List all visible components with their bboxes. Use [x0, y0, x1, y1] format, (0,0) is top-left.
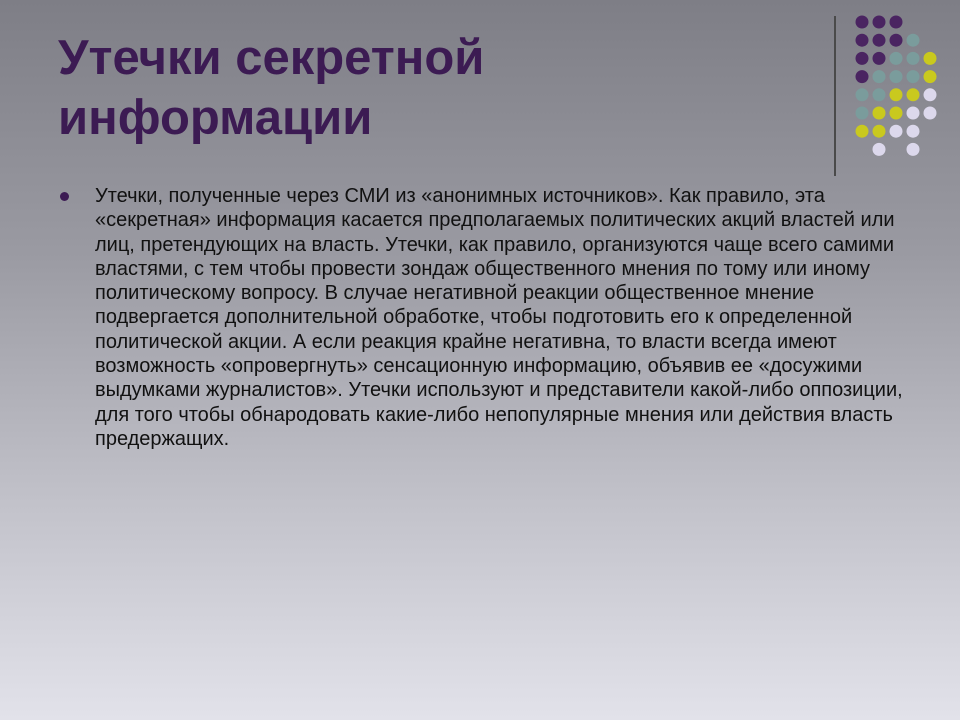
- decorative-dot-grid: [0, 0, 960, 200]
- decorative-dot: [856, 52, 869, 65]
- title-line-1: Утечки секретной: [58, 31, 485, 85]
- decorative-dot: [890, 34, 903, 47]
- decorative-dot: [924, 107, 937, 120]
- decorative-dot: [873, 143, 886, 156]
- decorative-dot: [873, 125, 886, 138]
- decorative-dot: [890, 88, 903, 101]
- decorative-dot: [873, 52, 886, 65]
- decorative-dot: [873, 70, 886, 83]
- decorative-dot: [924, 88, 937, 101]
- decorative-dot: [890, 125, 903, 138]
- decorative-dot: [907, 143, 920, 156]
- decorative-dot: [856, 16, 869, 29]
- title-line-2: информации: [58, 91, 373, 145]
- decorative-dot: [873, 88, 886, 101]
- bullet-item: [58, 184, 908, 451]
- decorative-dot: [890, 70, 903, 83]
- decorative-dot: [856, 34, 869, 47]
- decorative-dot: [856, 125, 869, 138]
- decorative-dot: [907, 88, 920, 101]
- decorative-dot: [890, 16, 903, 29]
- decorative-dot: [873, 16, 886, 29]
- bullet-dot-icon: [60, 192, 69, 201]
- decorative-dot: [890, 107, 903, 120]
- decorative-dot: [890, 52, 903, 65]
- bullet-text: Утечки, полученные через СМИ из «анонимных источников». Как правило, эта «секретная» информация касается предполагаемых политических акций властей или лиц, претендующих на власть. Утечки, как правило, организуются чаще всего самими властями, с тем чтобы провести зондаж общественного мнения по тому или иному политическому вопросу. В случае негативной реакции общественное мнение подвергается дополнительной обработке, чтобы подготовить его к определенной политической акции. А если реакция крайне негативна, то власти всегда имеют возможность «опровергнуть» сенсационную информацию, объявив ее «досужими выдумками журналистов». Утечки используют и представители какой-либо оппозиции, для того чтобы обнародовать какие-либо непопулярные мнения или действия власть предержащих.: [95, 185, 903, 450]
- decorative-dot: [924, 52, 937, 65]
- decorative-dot: [907, 125, 920, 138]
- decorative-dot: [907, 34, 920, 47]
- decorative-dot: [907, 107, 920, 120]
- decorative-dot: [856, 88, 869, 101]
- decorative-dot: [907, 70, 920, 83]
- decorative-dot: [924, 70, 937, 83]
- decorative-dot: [856, 70, 869, 83]
- bullet-list: [58, 184, 908, 451]
- decorative-dot: [907, 52, 920, 65]
- decorative-dot: [873, 107, 886, 120]
- decorative-dot: [873, 34, 886, 47]
- decorative-dot: [856, 107, 869, 120]
